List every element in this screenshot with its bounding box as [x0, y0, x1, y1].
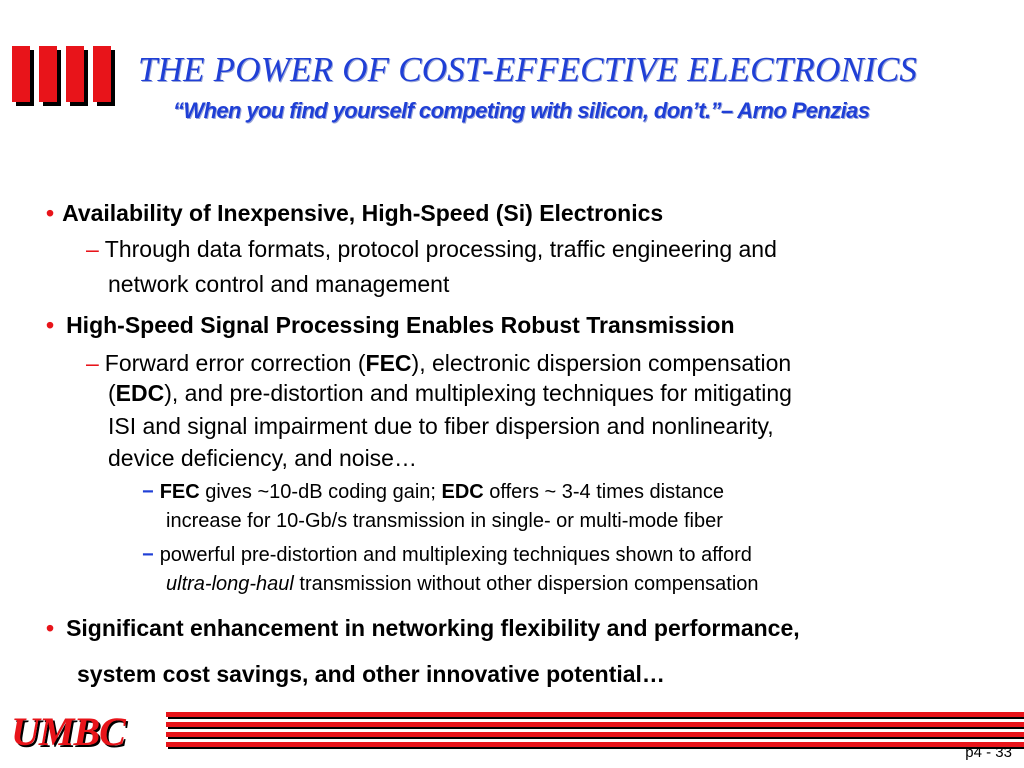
- umbc-logo: UMBC: [11, 709, 125, 754]
- sub-bullet-continuation: device deficiency, and noise…: [108, 445, 417, 471]
- slide-quote: “When you find yourself competing with silicon, don’t.”– Arno Penzias: [173, 98, 870, 123]
- sub-bullet-text: ), electronic dispersion compensation: [411, 350, 792, 376]
- bullet-marker: •: [46, 615, 55, 641]
- fec-term: FEC: [365, 350, 412, 376]
- sub-sub-bullet-text: gives ~10-dB coding gain;: [199, 481, 442, 503]
- bullet-item: [46, 312, 735, 339]
- bullet-continuation: system cost savings, and other innovative potential…: [77, 661, 665, 687]
- logo-bar: [93, 46, 111, 102]
- sub-sub-bullet-continuation: [166, 573, 759, 596]
- sub-sub-bullet-continuation: increase for 10-Gb/s transmission in single- or multi-mode fiber: [166, 510, 723, 532]
- logo-bar: [39, 46, 57, 102]
- sub-bullet-text: Forward error correction (: [104, 350, 366, 376]
- bullet-text: Significant enhancement in networking flexibility and performance,: [66, 615, 800, 641]
- sub-bullet-item: [86, 236, 777, 263]
- dash-marker: −: [142, 544, 154, 566]
- ultra-long-haul-term: ultra-long-haul: [166, 573, 294, 595]
- logo-bar: [12, 46, 30, 102]
- sub-sub-bullet-text: offers ~ 3-4 times distance: [483, 481, 725, 503]
- dash-marker: –: [86, 236, 99, 262]
- page-number: p4 - 33: [965, 744, 1012, 761]
- footer-line: [166, 712, 1024, 717]
- footer-line: [166, 732, 1024, 737]
- fec-term: FEC: [159, 481, 200, 503]
- sub-sub-bullet-text: transmission without other dispersion compensation: [293, 573, 759, 595]
- sub-sub-bullet-item: [142, 481, 724, 504]
- sub-bullet-text: Through data formats, protocol processing, traffic engineering and: [104, 236, 777, 262]
- edc-term: EDC: [115, 380, 165, 406]
- sub-sub-bullet-text: powerful pre-distortion and multiplexing techniques shown to afford: [159, 544, 752, 566]
- slide-title: THE POWER OF COST-EFFECTIVE ELECTRONICS: [138, 50, 918, 89]
- footer-line: [166, 722, 1024, 727]
- dash-marker: −: [142, 481, 154, 503]
- edc-term: EDC: [441, 481, 484, 503]
- sub-bullet-continuation: network control and management: [108, 271, 450, 297]
- bullet-text: High-Speed Signal Processing Enables Robust Transmission: [66, 312, 735, 338]
- sub-bullet-text: (: [108, 380, 116, 406]
- bullet-marker: •: [46, 312, 55, 338]
- sub-sub-bullet-item: [142, 544, 752, 567]
- dash-marker: –: [86, 350, 99, 376]
- logo-bar: [66, 46, 84, 102]
- sub-bullet-item: [86, 350, 791, 377]
- bullet-item: [46, 200, 663, 227]
- sub-bullet-continuation: ISI and signal impairment due to fiber dispersion and nonlinearity,: [108, 413, 774, 439]
- sub-bullet-text: ), and pre-distortion and multiplexing techniques for mitigating: [164, 380, 792, 406]
- footer-rule: [166, 712, 1024, 748]
- bullet-text: Availability of Inexpensive, High-Speed (Si) Electronics: [62, 200, 664, 226]
- sub-bullet-continuation: [108, 380, 792, 407]
- bullet-marker: •: [46, 200, 55, 226]
- bullet-item: [46, 615, 800, 642]
- footer-line: [166, 742, 1024, 747]
- umbc-bars-logo: [12, 46, 112, 106]
